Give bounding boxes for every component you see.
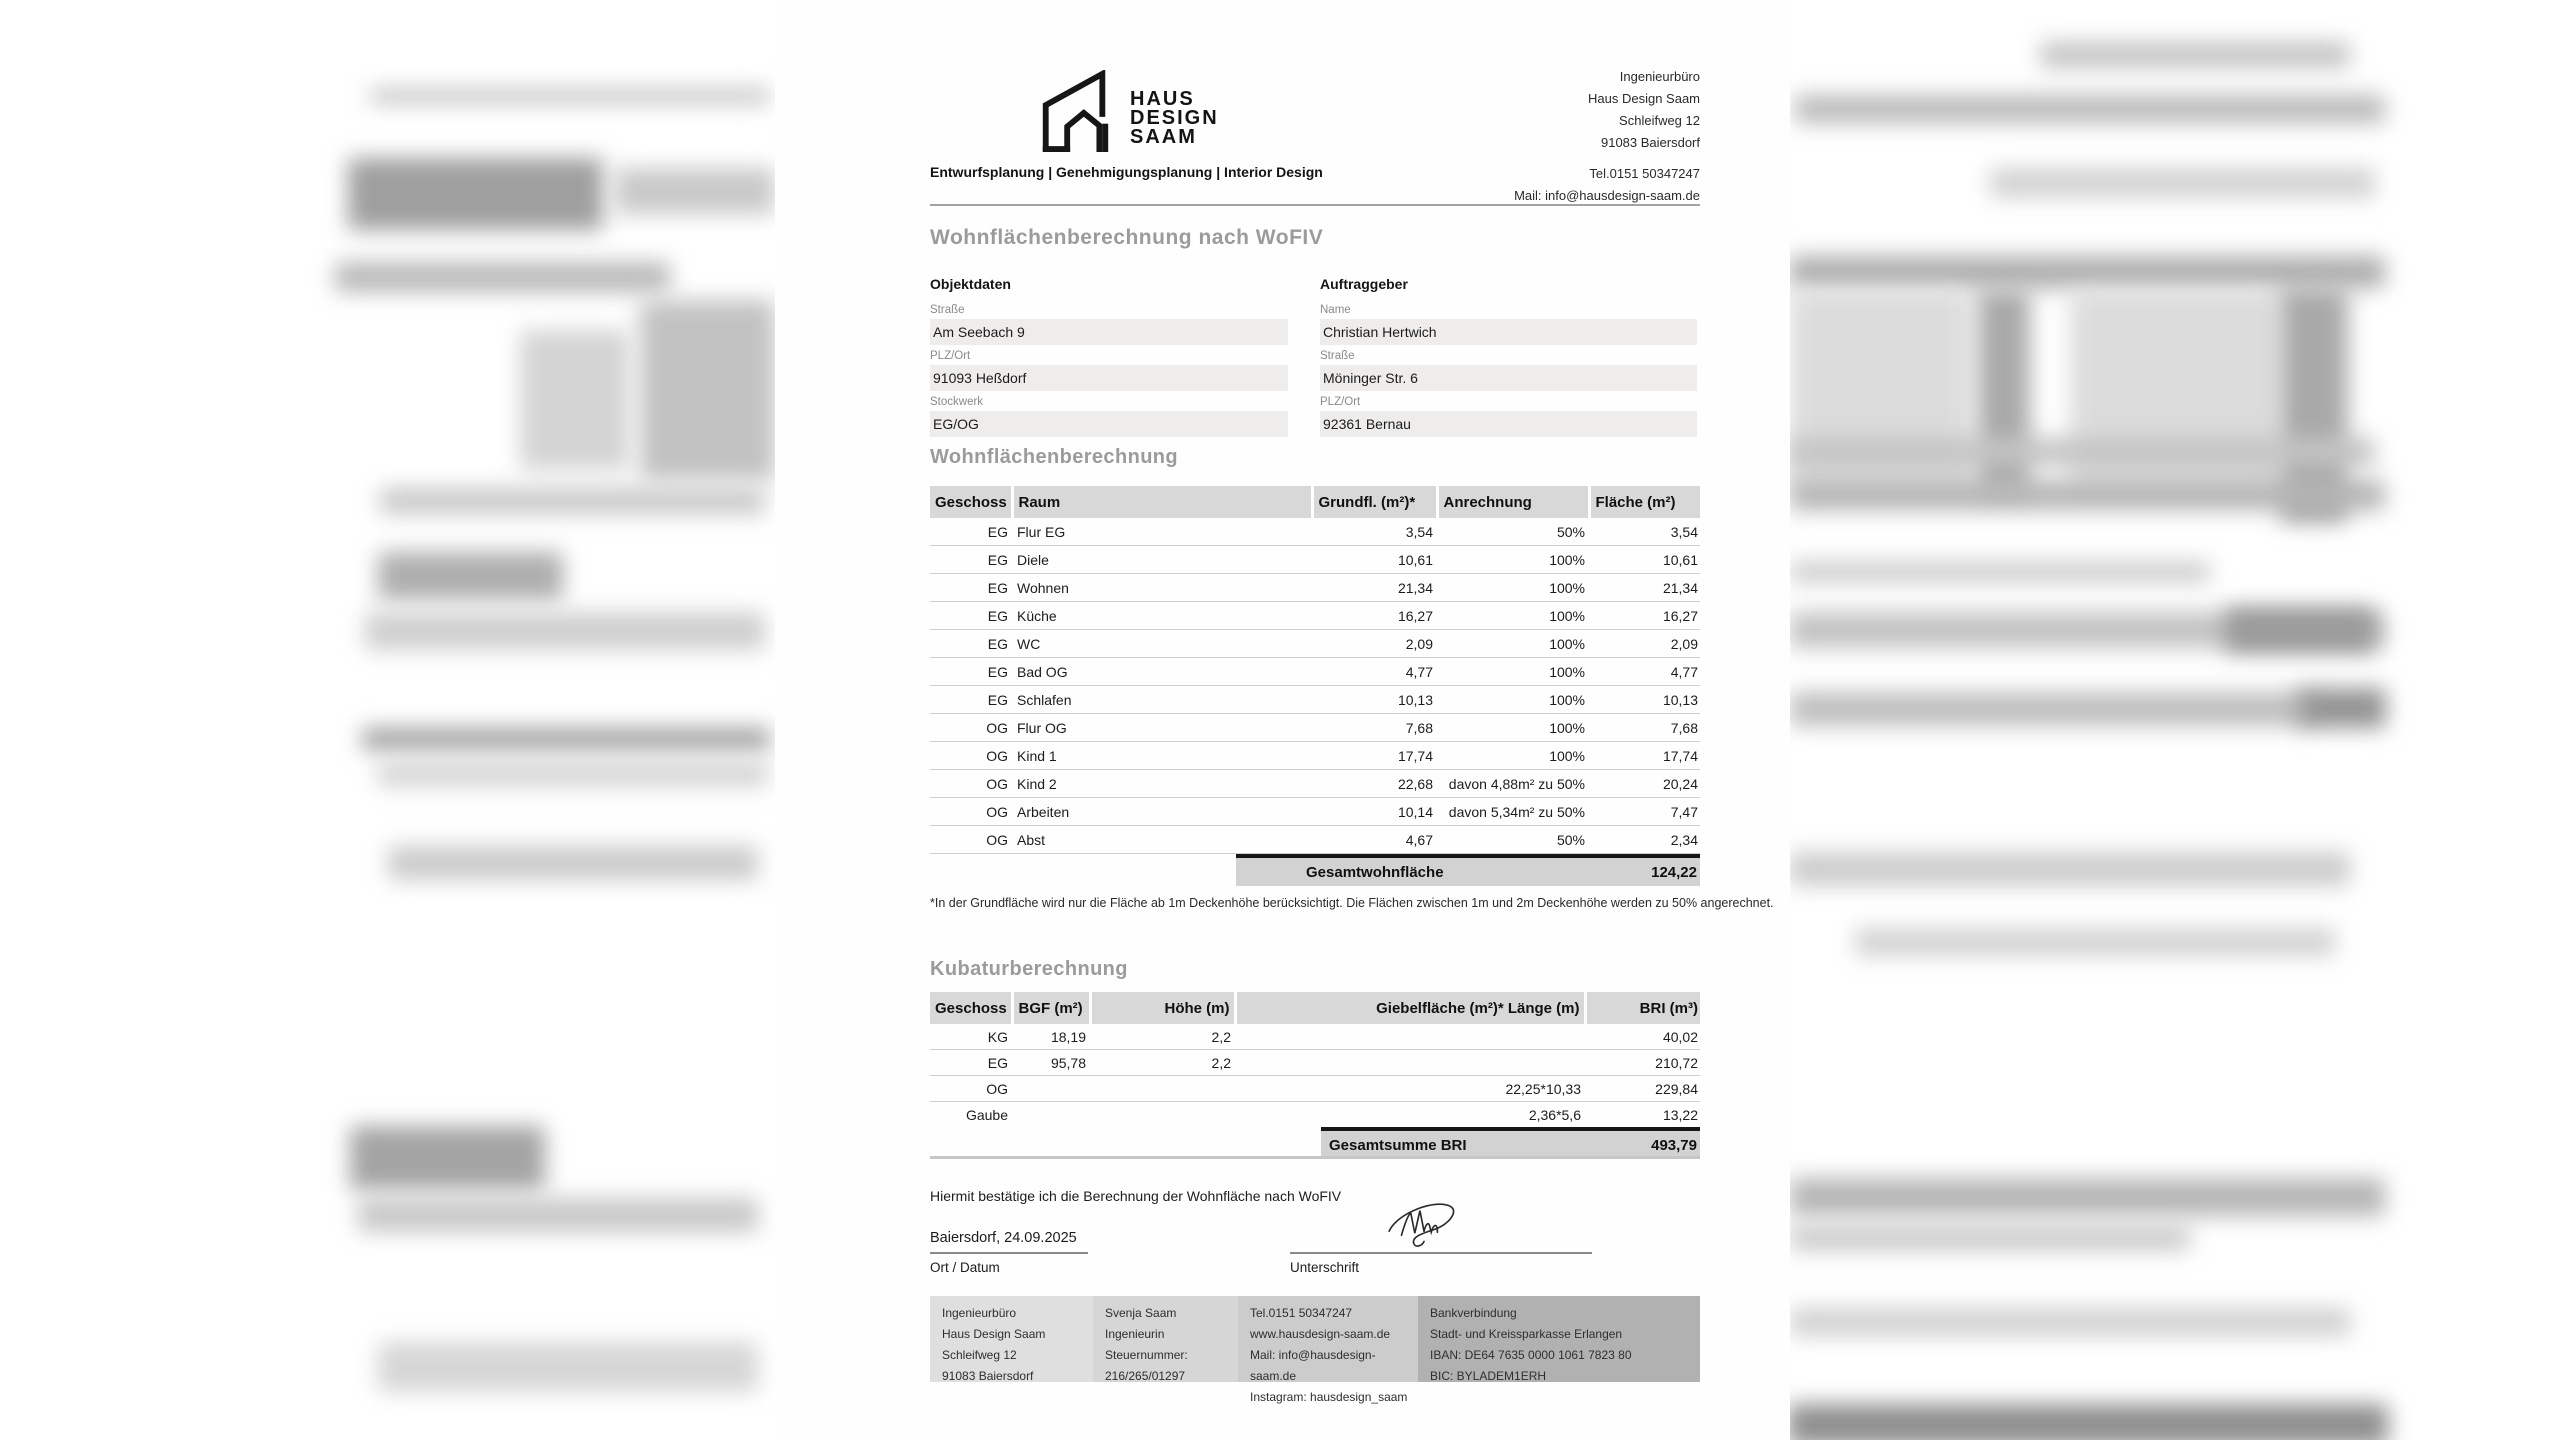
objektdaten-block <box>930 276 1288 437</box>
footer-line: Stadt- und Kreissparkasse Erlangen <box>1430 1327 1623 1341</box>
field-value: 91093 Heßdorf <box>930 365 1288 391</box>
column-header: Geschoss <box>930 486 1012 518</box>
footer-line: Mail: info@hausdesign-saam.de <box>1250 1348 1376 1383</box>
blur-blob <box>358 1198 758 1232</box>
table-row: EG Bad OG 4,77 100% 4,77 <box>930 658 1700 686</box>
signature-underline <box>1290 1252 1592 1254</box>
contact-line: Haus Design Saam <box>1588 91 1700 106</box>
column-header: BRI (m³) <box>1585 992 1700 1024</box>
blur-blob <box>362 728 770 750</box>
confirmation-statement: Hiermit bestätige ich die Berechnung der Wohnfläche nach WoFIV <box>930 1188 1342 1204</box>
field-value: Möninger Str. 6 <box>1320 365 1697 391</box>
header-divider <box>930 204 1700 206</box>
blur-blob <box>380 488 765 514</box>
table-row: OG 22,25*10,33 229,84 <box>930 1076 1700 1102</box>
footer-bank-column <box>1418 1296 1700 1382</box>
logo-wordmark <box>1130 90 1219 147</box>
table-header-row <box>930 992 1700 1024</box>
footer-person-column <box>1093 1296 1238 1382</box>
blur-blob <box>640 300 775 480</box>
blur-blob <box>378 762 768 786</box>
total-label: Gesamtsumme BRI <box>1329 1136 1467 1154</box>
blur-blob <box>1790 1178 2385 1216</box>
contact-line: 91083 Baiersdorf <box>1600 135 1700 150</box>
blur-blob <box>1790 1404 2388 1440</box>
table-row: KG 18,19 2,2 40,02 <box>930 1024 1700 1050</box>
contact-line: Ingenieurbüro <box>1619 69 1700 84</box>
blur-blob <box>370 88 770 104</box>
wohnflaeche-table <box>930 486 1700 886</box>
field-value: EG/OG <box>930 411 1288 437</box>
footer-line: Svenja Saam <box>1105 1306 1177 1320</box>
footer-line: Instagram: hausdesign_saam <box>1250 1390 1408 1404</box>
signature-label: Unterschrift <box>1290 1260 1360 1275</box>
table-row: Gaube 2,36*5,6 13,22 <box>965 1106 1698 1123</box>
column-header: Anrechnung <box>1437 486 1589 518</box>
blur-blob <box>335 262 670 292</box>
footer-line: BIC: BYLADEM1ERH <box>1430 1369 1547 1383</box>
column-header: Höhe (m) <box>1090 992 1235 1024</box>
table-row: OG Kind 2 22,68 davon 4,88m² zu 50% 20,24 <box>930 770 1700 798</box>
auftraggeber-block <box>1320 276 1697 437</box>
column-header: Grundfl. (m²)* <box>1312 486 1437 518</box>
table-row: OG Flur OG 7,68 100% 7,68 <box>930 714 1700 742</box>
contact-line: Schleifweg 12 <box>1619 113 1700 128</box>
logo-line: DESIGN <box>1130 107 1219 129</box>
column-header: Giebelfläche (m²)* Länge (m) <box>1235 992 1585 1024</box>
contact-mail: Mail: info@hausdesign-saam.de <box>1514 188 1700 203</box>
blur-blob <box>350 1126 545 1190</box>
table-row: EG Diele 10,61 100% 10,61 <box>930 546 1700 574</box>
table-row: EG Küche 16,27 100% 16,27 <box>930 602 1700 630</box>
table-row: OG Kind 1 17,74 100% 17,74 <box>930 742 1700 770</box>
table-row: EG Flur EG 3,54 50% 3,54 <box>930 518 1700 546</box>
blur-blob <box>378 1342 758 1392</box>
place-date-label: Ort / Datum <box>930 1260 1000 1275</box>
footer-line: IBAN: DE64 7635 0000 1061 7823 80 <box>1430 1348 1632 1362</box>
objektdaten-heading: Objektdaten <box>930 276 1011 292</box>
section-divider <box>930 1156 1700 1159</box>
blur-blob <box>1790 480 2385 510</box>
auftraggeber-heading: Auftraggeber <box>1320 276 1408 292</box>
wohnflaeche-section-title: Wohnflächenberechnung <box>930 446 1179 468</box>
field-label: Straße <box>930 304 965 316</box>
blur-blob <box>388 846 758 880</box>
footer-line: Haus Design Saam <box>942 1327 1046 1341</box>
column-header: Raum <box>1012 486 1312 518</box>
page-title: Wohnflächenberechnung nach WoFIV <box>930 226 1324 249</box>
field-label: PLZ/Ort <box>1320 396 1361 408</box>
blur-blob <box>615 168 775 214</box>
field-label: Name <box>1320 304 1351 316</box>
total-value: 124,22 <box>1651 863 1697 881</box>
background-blurred-page-left <box>0 0 775 1440</box>
contact-phone: Tel.0151 50347247 <box>1589 166 1700 181</box>
footer-line: 216/265/01297 <box>1105 1369 1186 1383</box>
footer-line: Bankverbindung <box>1430 1306 1517 1320</box>
page-footer <box>930 1296 1700 1404</box>
blur-blob <box>365 612 765 650</box>
kubatur-table <box>930 992 1700 1159</box>
blur-blob <box>1855 928 2335 956</box>
blur-blob <box>2225 608 2375 652</box>
footer-line: Tel.0151 50347247 <box>1250 1306 1353 1320</box>
blur-blob <box>1790 562 2210 582</box>
total-label: Gesamtwohnfläche <box>1306 863 1444 881</box>
table-header-row <box>930 486 1700 518</box>
blur-blob <box>1790 852 2350 886</box>
place-date-underline <box>930 1252 1088 1254</box>
table-row: OG Arbeiten 10,14 davon 5,34m² zu 50% 7,47 <box>930 798 1700 826</box>
field-value: 92361 Bernau <box>1320 411 1697 437</box>
blur-blob <box>1790 256 2385 288</box>
place-date: Baiersdorf, 24.09.2025 <box>930 1230 1077 1246</box>
field-value: Christian Hertwich <box>1320 319 1697 345</box>
footer-line: Steuernummer: <box>1105 1348 1188 1362</box>
footer-company-column <box>930 1296 1093 1382</box>
total-value: 493,79 <box>1651 1136 1697 1154</box>
field-value: Am Seebach 9 <box>930 319 1288 345</box>
house-outline-icon <box>1038 70 1112 152</box>
column-header: Geschoss <box>930 992 1012 1024</box>
footer-line: Schleifweg 12 <box>942 1348 1017 1362</box>
logo-line: HAUS <box>1130 88 1195 110</box>
footer-line: www.hausdesign-saam.de <box>1250 1327 1391 1341</box>
blur-blob <box>1790 1226 2190 1250</box>
table-row: EG Wohnen 21,34 100% 21,34 <box>930 574 1700 602</box>
column-header: BGF (m²) <box>1012 992 1090 1024</box>
total-bri-row <box>1321 1127 1700 1159</box>
field-label: Stockwerk <box>930 396 984 408</box>
table-row: EG Schlafen 10,13 100% 10,13 <box>930 686 1700 714</box>
blur-blob <box>520 330 630 470</box>
kubatur-section-title: Kubaturberechnung <box>930 958 1128 980</box>
footer-line: Ingenieurbüro <box>942 1306 1017 1320</box>
blur-blob <box>348 158 603 230</box>
blur-blob <box>1790 438 2375 466</box>
column-header: Fläche (m²) <box>1589 486 1700 518</box>
signature-scribble-icon <box>1383 1196 1463 1252</box>
table-row: EG WC 2,09 100% 2,09 <box>930 630 1700 658</box>
footnote: *In der Grundfläche wird nur die Fläche ab 1m Deckenhöhe berücksichtigt. Die Flächen zwischen 1m und 2m Deckenhöhe werden zu 50% angerechnet. <box>930 896 1774 910</box>
services-tagline: Entwurfsplanung | Genehmigungsplanung | Interior Design <box>930 164 1323 180</box>
document-page <box>775 0 1790 1440</box>
background-blurred-page-right <box>1790 0 2560 1440</box>
footer-contact-column <box>1238 1296 1418 1404</box>
blur-blob <box>1790 1308 2350 1336</box>
logo-line: SAAM <box>1130 126 1197 148</box>
field-label: Straße <box>1320 350 1355 362</box>
blur-blob <box>1790 692 2310 726</box>
field-label: PLZ/Ort <box>930 350 971 362</box>
footer-line: 91083 Baiersdorf <box>942 1369 1034 1383</box>
letterhead-contact-block <box>1514 66 1700 207</box>
blur-blob <box>1795 95 2385 123</box>
blur-blob <box>378 552 563 600</box>
footer-line: Ingenieurin <box>1105 1327 1165 1341</box>
blur-blob <box>2040 42 2350 68</box>
blur-blob <box>1990 168 2375 198</box>
table-row: EG 95,78 2,2 210,72 <box>930 1050 1700 1076</box>
total-living-area-row <box>1236 854 1700 886</box>
table-row: OG Abst 4,67 50% 2,34 <box>930 826 1700 854</box>
blur-blob <box>2298 688 2386 728</box>
